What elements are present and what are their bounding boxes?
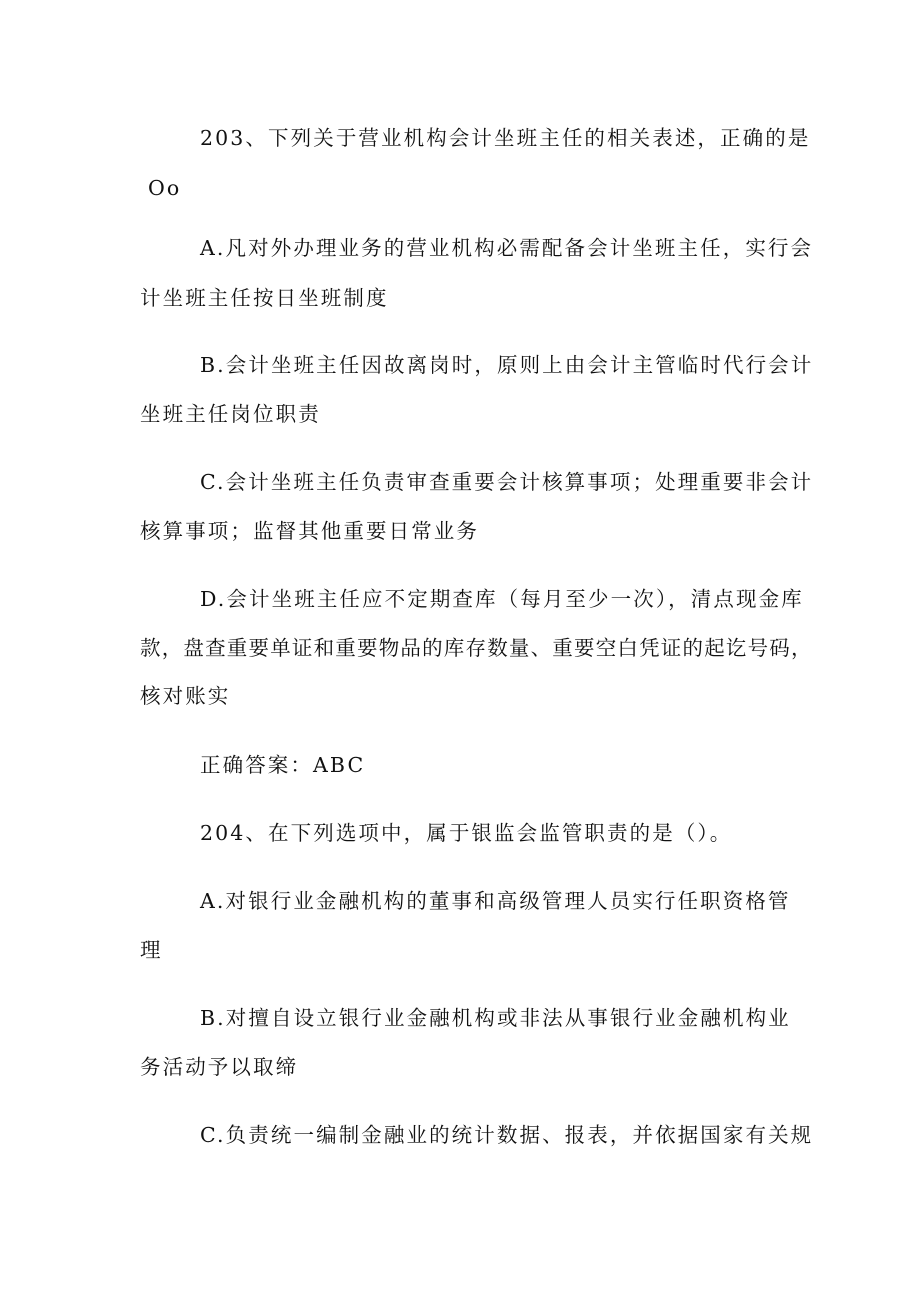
q203-option-d-continuation: 款，盘查重要单证和重要物品的库存数量、重要空白凭证的起讫号码，	[140, 636, 813, 660]
q203-option-b-continuation: 坐班主任岗位职责	[140, 402, 321, 426]
q203-option-d: D.会计坐班主任应不定期查库（每月至少一次），清点现金库	[200, 587, 804, 611]
q204-option-a: A.对银行业金融机构的董事和高级管理人员实行任职资格管	[200, 889, 791, 913]
q203-option-c: C.会计坐班主任负责审查重要会计核算事项；处理重要非会计	[200, 470, 814, 494]
q204-option-b: B.对擅自设立银行业金融机构或非法从事银行业金融机构业	[200, 1006, 791, 1030]
q204-stem: 204、在下列选项中，属于银监会监管职责的是（）。	[200, 821, 733, 845]
q203-stem-continuation: Oo	[148, 176, 182, 200]
q203-option-a: A.凡对外办理业务的营业机构必需配备会计坐班主任，实行会	[200, 236, 814, 260]
q204-option-b-continuation: 务活动予以取缔	[140, 1055, 299, 1079]
q203-option-b: B.会计坐班主任因故离岗时，原则上由会计主管临时代行会计	[200, 353, 814, 377]
q204-option-a-continuation: 理	[140, 938, 163, 962]
q203-option-c-continuation: 核算事项；监督其他重要日常业务	[140, 519, 479, 543]
q203-option-a-continuation: 计坐班主任按日坐班制度	[140, 286, 389, 310]
q203-option-d-continuation-2: 核对账实	[140, 684, 231, 708]
q203-stem: 203、下列关于营业机构会计坐班主任的相关表述，正确的是	[200, 126, 811, 150]
q203-answer: 正确答案：ABC	[200, 753, 366, 777]
q204-option-c: C.负责统一编制金融业的统计数据、报表，并依据国家有关规	[200, 1123, 814, 1147]
